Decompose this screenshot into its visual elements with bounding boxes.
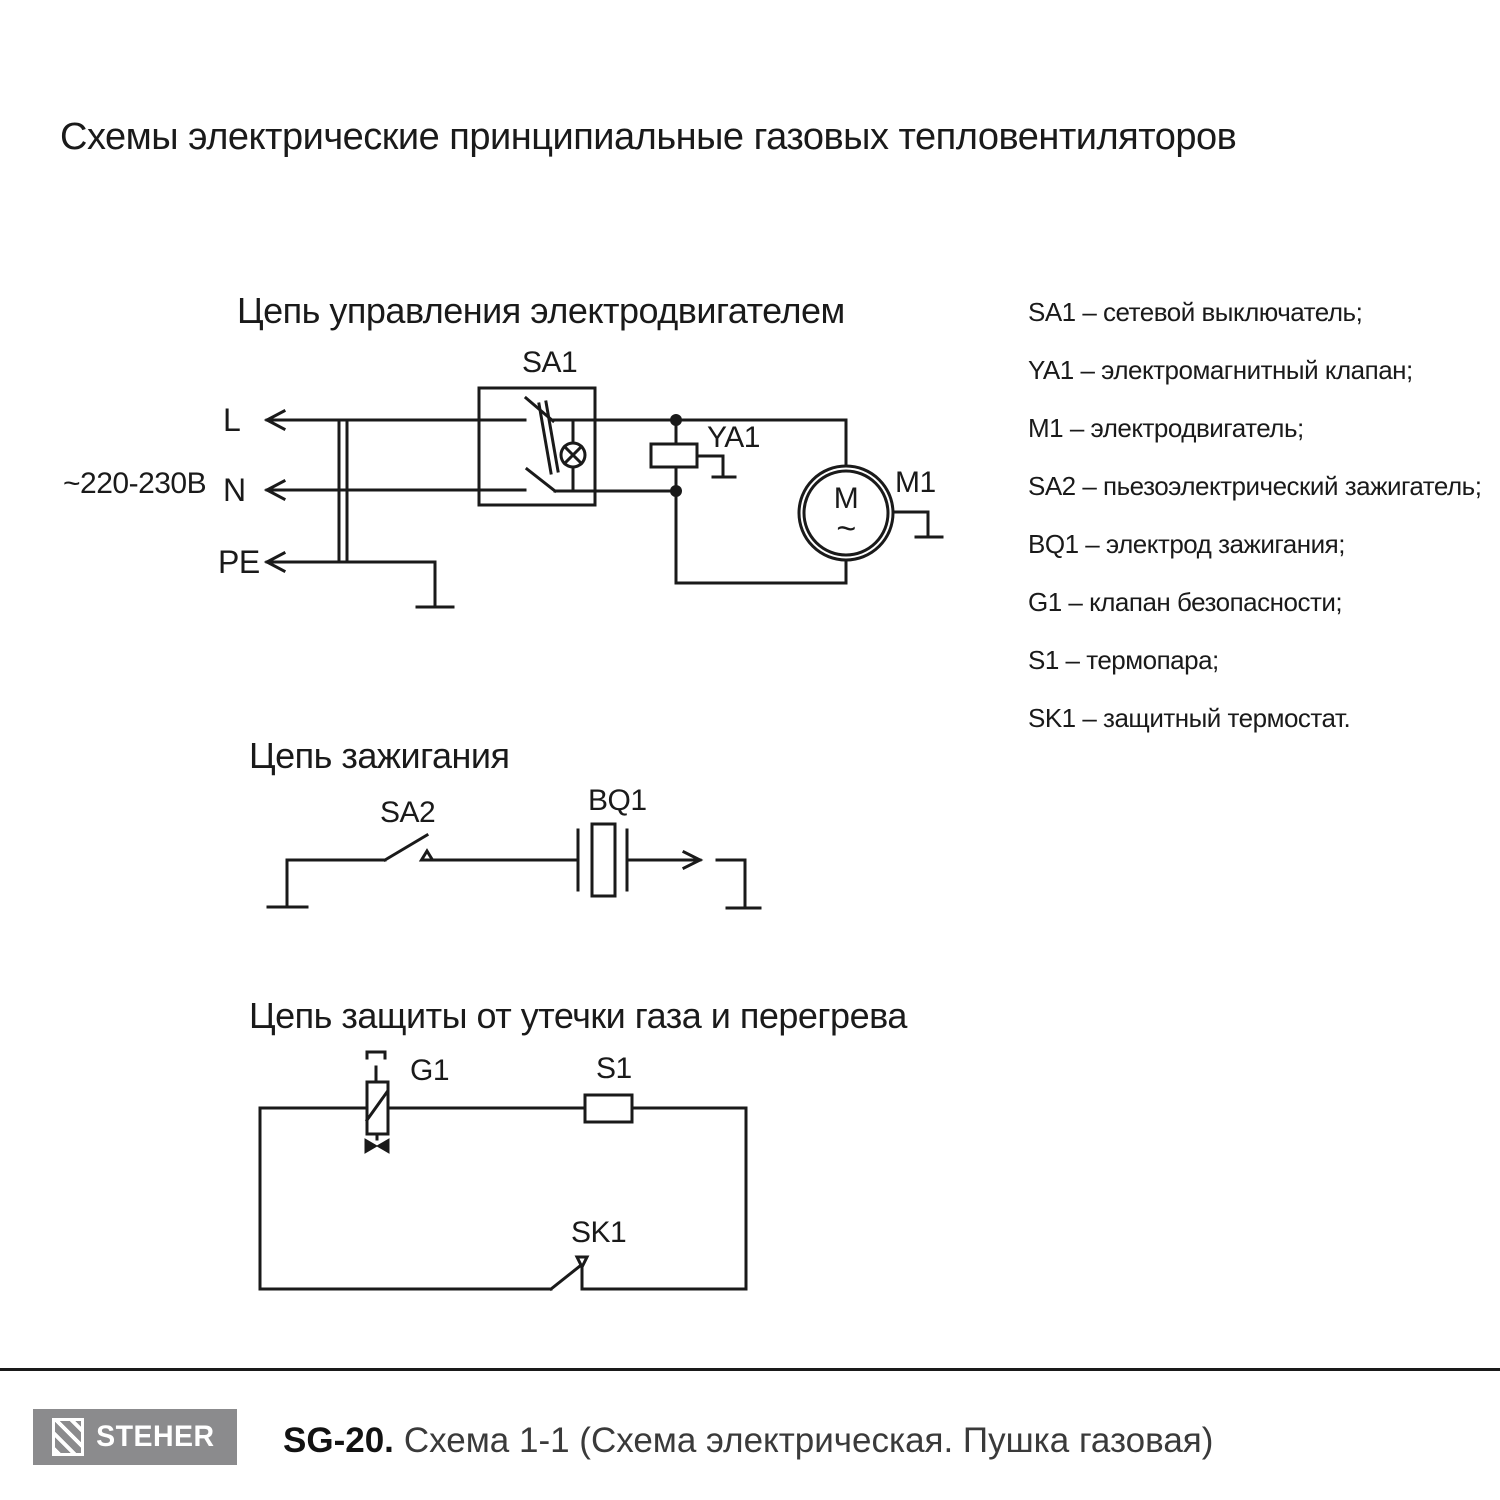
brand-stripes-icon <box>52 1418 84 1456</box>
ground-icon <box>268 860 307 907</box>
ignition-circuit-title: Цепь зажигания <box>249 735 510 776</box>
brand-logo <box>33 1409 237 1465</box>
terminal-label-l: L <box>223 402 241 438</box>
ground-icon <box>717 860 760 908</box>
sa2-switch <box>385 835 433 860</box>
legend-item: YA1 – электромагнитный клапан; <box>1028 355 1413 385</box>
switch-linkage <box>539 402 558 473</box>
legend-item: G1 – клапан безопасности; <box>1028 587 1343 617</box>
legend-item: S1 – термопара; <box>1028 645 1219 675</box>
control-circuit-diagram <box>50 340 970 650</box>
legend-item: SA2 – пьезоэлектрический зажигатель; <box>1028 471 1482 501</box>
ground-icon <box>417 562 453 607</box>
switch-blade <box>385 835 427 860</box>
valve-icon <box>365 1139 389 1153</box>
bq1-label: BQ1 <box>588 784 647 817</box>
g1-safety-valve <box>365 1052 389 1153</box>
voltage-label: ~220-230В <box>63 467 207 500</box>
sa1-switch <box>479 388 595 505</box>
sk1-thermostat <box>551 1257 587 1289</box>
legend-list <box>1028 297 1481 733</box>
terminal-label-pe: PE <box>218 544 260 580</box>
ya1-label: YA1 <box>707 421 760 454</box>
m1-label: M1 <box>895 466 936 499</box>
loop-wire <box>260 1108 746 1289</box>
indicator-lamp-icon <box>561 420 585 491</box>
legend-item: SA1 – сетевой выключатель; <box>1028 297 1363 327</box>
motor-m-symbol: M <box>833 482 859 515</box>
sa2-label: SA2 <box>380 796 436 829</box>
page-title: Схемы электрические принципиальные газовых тепловентиляторов <box>60 116 1237 158</box>
ignition-circuit-diagram <box>230 780 790 930</box>
legend-item: SK1 – защитный термостат. <box>1028 703 1351 733</box>
ground-icon <box>697 456 735 477</box>
bq1-electrode <box>578 824 627 896</box>
protection-circuit-title: Цепь защиты от утечки газа и перегрева <box>249 995 907 1036</box>
s1-label: S1 <box>596 1052 632 1085</box>
legend-item: BQ1 – электрод зажигания; <box>1028 529 1345 559</box>
ground-icon <box>893 512 942 537</box>
protection-circuit-diagram <box>230 1030 790 1310</box>
switch-blade <box>551 1266 580 1289</box>
supply-terminals <box>267 411 525 607</box>
footer-divider <box>0 1368 1500 1371</box>
legend-item: M1 – электродвигатель; <box>1028 413 1304 443</box>
control-circuit-title: Цепь управления электродвигателем <box>237 290 845 331</box>
brand-name: STEHER <box>96 1420 215 1453</box>
model-label: SG-20. <box>283 1421 394 1460</box>
sa1-label: SA1 <box>522 346 578 379</box>
schematic-caption: Схема 1-1 (Схема электрическая. Пушка газовая) <box>403 1421 1214 1460</box>
footer-caption-line <box>283 1421 1213 1461</box>
g1-label: G1 <box>410 1054 450 1087</box>
s1-thermocouple <box>585 1095 632 1122</box>
sk1-label: SK1 <box>571 1216 627 1249</box>
motor-ac-symbol: ~ <box>836 510 856 548</box>
terminal-label-n: N <box>223 472 246 508</box>
thermocouple-tip-icon <box>367 1052 385 1082</box>
